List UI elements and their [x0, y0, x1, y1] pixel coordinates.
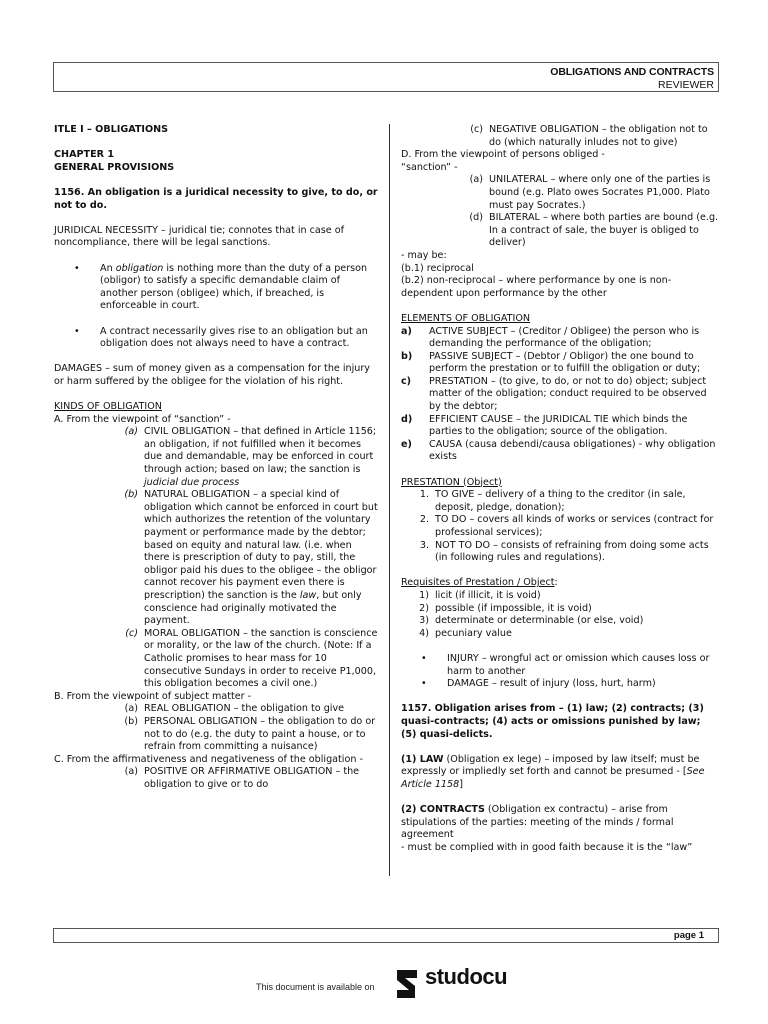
subheading-d: D. From the viewpoint of persons obliged -	[401, 149, 605, 161]
reciprocal: (b.1) reciprocal	[401, 262, 474, 274]
left-column	[54, 124, 380, 791]
list-item: b) PASSIVE SUBJECT – (Debtor / Obligor) the one bound to perform the prestation or to fulfill the obligation or duty;	[401, 350, 701, 375]
list-item: 2. TO DO – covers all kinds of works or services (contract for professional services);	[419, 514, 714, 538]
kinds-heading: KINDS OF OBLIGATION	[54, 401, 162, 413]
document-subtitle: REVIEWER	[657, 79, 714, 91]
contracts-note: - must be complied with in good faith because it is the “law”	[401, 841, 693, 853]
prestation-heading: PRESTATION (Object)	[401, 476, 502, 488]
article-1156: 1156. An obligation is a juridical necessity to give, to do, or not to do.	[54, 186, 378, 211]
page-header	[53, 62, 719, 92]
subheading-c: C. From the affirmativeness and negativeness of the obligation -	[54, 753, 363, 765]
subheading-b: B. From the viewpoint of subject matter -	[54, 690, 252, 702]
list-item: 4) pecuniary value	[419, 627, 512, 639]
list-item: • A contract necessarily gives rise to an obligation but an obligation does not always need to have a contract.	[74, 325, 368, 350]
subheading-a: A. From the viewpoint of “sanction” -	[54, 413, 231, 425]
chapter-heading: CHAPTER 1	[54, 149, 115, 161]
non-reciprocal: (b.2) non-reciprocal – where performance by one is non-dependent upon performance by the other	[401, 275, 672, 299]
bullet-icon: •	[421, 652, 427, 664]
section-heading: GENERAL PROVISIONS	[54, 161, 175, 173]
bullet-icon: •	[421, 678, 427, 690]
list-item: e) CAUSA (causa debendi/causa obligationes) - why obligation exists	[401, 438, 716, 463]
list-item: (c) NEGATIVE OBLIGATION – the obligation not to do (which naturally inludes not to give)	[470, 124, 708, 148]
sanction-label: “sanction” -	[401, 161, 458, 173]
requisites-heading: Requisites of Prestation / Object:	[401, 577, 558, 589]
list-item: (a) POSITIVE OR AFFIRMATIVE OBLIGATION – the obligation to give or to do	[124, 766, 360, 790]
list-item: (a) UNILATERAL – where only one of the parties is bound (e.g. Plato owes Socrates P1,000. Plato must pay Socrates.)	[469, 174, 711, 211]
juridical-necessity: JURIDICAL NECESSITY – juridical tie; connotes that in case of noncompliance, there will be legal sanctions.	[54, 224, 345, 249]
list-item: c) PRESTATION – (to give, to do, or not to do) object; subject matter of the obligation; conduct required to be observed by the debtor;	[401, 375, 707, 413]
contracts-source: (2) CONTRACTS (Obligation ex contractu) – arise from stipulations of the parties: meeting of the minds / formal agreement	[401, 804, 674, 841]
list-item: • DAMAGE – result of injury (loss, hurt, harm)	[421, 678, 656, 690]
article-1157: 1157. Obligation arises from – (1) law; (2) contracts; (3) quasi-contracts; (4) acts or omissions punished by law; (5) quasi-delicts.	[401, 703, 704, 740]
damages-definition: DAMAGES – sum of money given as a compensation for the injury or harm suffered by the obligee for the violation of his right.	[54, 363, 370, 387]
list-item: 3. NOT TO DO – consists of refraining from doing some acts (in following rules and regulations).	[419, 539, 709, 564]
list-item: (a) CIVIL OBLIGATION – that defined in Article 1156; an obligation, if not fulfilled when it becomes due and demandable, may be enforced in court through action; based on law; the sanction is judicial due process	[124, 426, 377, 488]
document-title: OBLIGATIONS AND CONTRACTS	[550, 66, 714, 78]
list-item: (b) PERSONAL OBLIGATION – the obligation to do or not to do (e.g. the duty to paint a house, or to refrain from committing a nuisance)	[124, 715, 376, 753]
list-item: d) EFFICIENT CAUSE – the JURIDICAL TIE which binds the parties to the obligation; source of the obligation.	[401, 413, 688, 438]
studocu-logo-icon[interactable]	[393, 968, 421, 1000]
availability-text: This document is available on	[256, 982, 375, 992]
list-item: 3) determinate or determinable (or else, void)	[419, 615, 644, 627]
list-item: (d) BILATERAL – where both parties are bound (e.g. In a contract of sale, the buyer is obliged to deliver)	[469, 212, 719, 249]
title-heading: ITLE I – OBLIGATIONS	[54, 124, 169, 135]
list-item: • INJURY – wrongful act or omission which causes loss or harm to another	[421, 652, 710, 677]
list-item: 1) licit (if illicit, it is void)	[419, 589, 541, 601]
elements-heading: ELEMENTS OF OBLIGATION	[401, 312, 531, 324]
right-column	[401, 124, 719, 854]
list-item: • An obligation is nothing more than the duty of a person (obligor) to satisfy a specific demandable claim of another person (obligee) which, if breached, is enforceable in court.	[74, 262, 368, 312]
may-be: - may be:	[401, 249, 447, 261]
bullet-icon: •	[74, 262, 80, 274]
list-item: 2) possible (if impossible, it is void)	[419, 602, 592, 614]
list-item: (c) MORAL OBLIGATION – the sanction is conscience or morality, or the law of the church. (Note: If a Catholic promises to hear mass for 10 consecutive Sundays in order to receive P1,000, this obligation becomes a civil one.)	[125, 627, 378, 690]
page-footer	[53, 928, 719, 943]
column-divider	[389, 124, 390, 876]
list-item: a) ACTIVE SUBJECT – (Creditor / Obligee) the person who is demanding the performance of the obligation;	[401, 325, 700, 350]
page-number: page 1	[673, 930, 704, 941]
studocu-brand[interactable]: studocu	[425, 964, 508, 989]
bullet-icon: •	[74, 325, 80, 337]
list-item: (a) REAL OBLIGATION – the obligation to give	[124, 703, 345, 715]
law-source: (1) LAW (Obligation ex lege) – imposed by law itself; must be expressly or impliedly set forth and cannot be presumed - [See Article 1158]	[401, 753, 705, 790]
list-item: (b) NATURAL OBLIGATION – a special kind of obligation which cannot be enforced in court but which authorizes the retention of the voluntary payment or performance made by the debtor; based on equity and natural law. (i.e. when there is prescription of duty to pay, still, the obligor paid his dues to the obligee – the obligor cannot recover his payment even there is prescription) the sanction is the law, but only conscience had originally motivated the payment.	[124, 489, 378, 627]
list-item: 1. TO GIVE – delivery of a thing to the creditor (in sale, deposit, pledge, donation);	[419, 489, 686, 513]
